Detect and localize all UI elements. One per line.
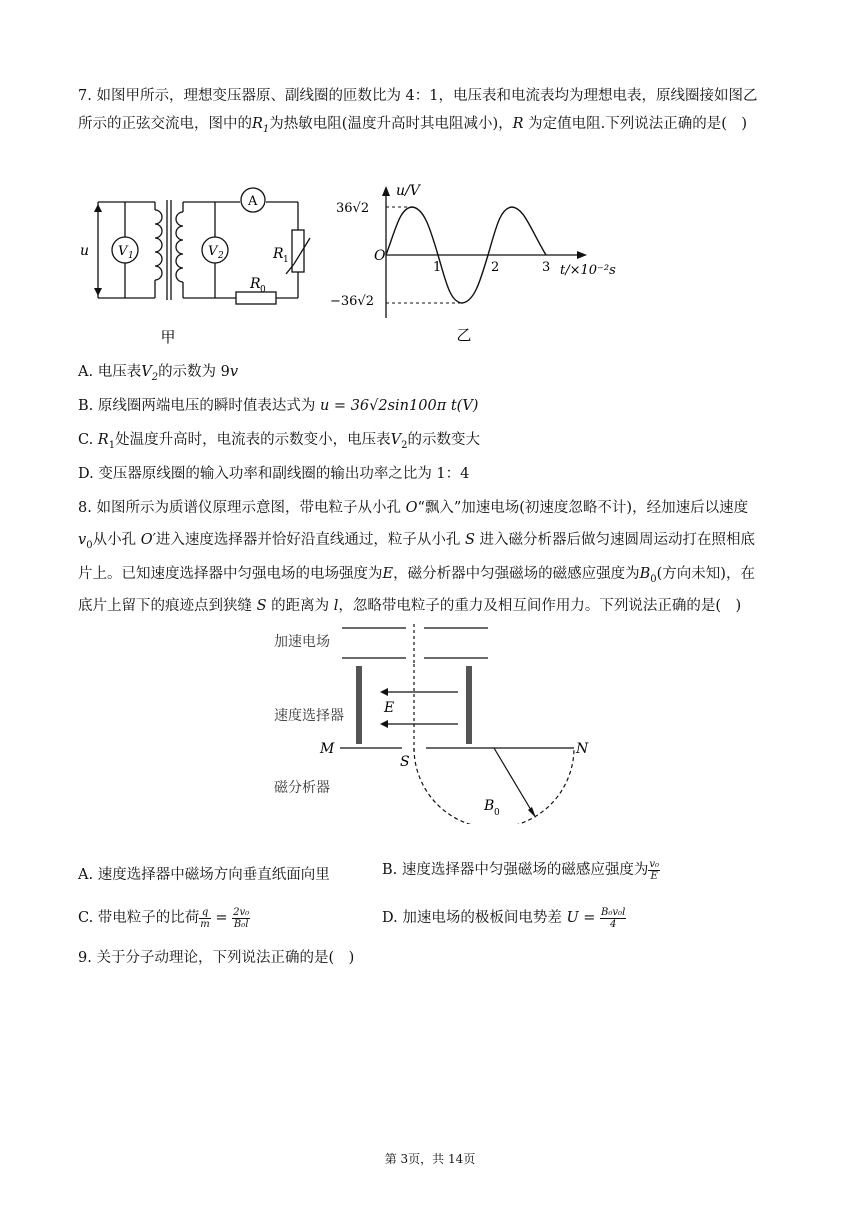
q7-stem-line2: 所示的正弦交流电，图中的$R_1$为热敏电阻(温度升高时其电阻减小)，R 为定值电阻.下列说法正确的是( ) — [78, 116, 748, 135]
e-field-label: E — [384, 700, 395, 716]
v2-label: V — [208, 244, 218, 259]
u-label: u — [80, 243, 89, 259]
q7-option-d: D. 变压器原线圈的输入功率和副线圈的输出功率之比为 1：4 — [78, 466, 470, 482]
ammeter-label: A — [248, 194, 258, 209]
sine-wave-graph — [330, 178, 650, 348]
m-label: M — [320, 741, 335, 757]
mass-spectrometer-figure — [262, 624, 602, 824]
b0-sub: 0 — [494, 808, 500, 818]
q7-option-b: B. 原线圈两端电压的瞬时值表达式为 u = 36√2sin100π t(V) — [78, 398, 479, 414]
accel-field-label: 加速电场 — [274, 634, 330, 650]
v1-label: V — [118, 244, 128, 259]
v1-sub: 1 — [128, 251, 134, 261]
selector-label: 速度选择器 — [274, 708, 344, 724]
q8-stem-line4: 底片上留下的痕迹点到狭缝 S 的距离为 l，忽略带电粒子的重力及相互间作用力。下列说法正确的是( ) — [78, 598, 742, 614]
r0-label: R — [250, 276, 261, 292]
r1-label: R — [273, 246, 284, 262]
q8-option-a: A. 速度选择器中磁场方向垂直纸面向里 — [78, 867, 330, 883]
ymin-label: −36√2 — [330, 294, 374, 309]
u-axis-label: u/V — [396, 183, 420, 199]
tick-3: 3 — [542, 260, 551, 275]
v2-sub: 2 — [218, 251, 224, 261]
q8-stem-line2: $v_0$从小孔 O′进入速度选择器并恰好沿直线通过，粒子从小孔 S 进入磁分析器后做匀速圆周运动打在照相底 — [78, 532, 756, 551]
origin-label: O — [374, 248, 386, 264]
t-axis-label: t/×10⁻²s — [560, 263, 616, 278]
q8-stem-line3: 片上。已知速度选择器中匀强电场的电场强度为E，磁分析器中匀强磁场的磁感应强度为$B_0$(方向未知)，在 — [78, 566, 755, 585]
q7-option-a: A. 电压表$V_2$的示数为 9v — [78, 364, 239, 383]
b0-label: B — [484, 798, 495, 814]
q9-stem: 9. 关于分子动理论，下列说法正确的是( ) — [78, 950, 355, 966]
transformer-circuit-figure — [80, 182, 320, 352]
n-label: N — [576, 741, 589, 757]
figure-yi-caption: 乙 — [456, 326, 472, 344]
page-footer: 第 3页，共 14页 — [384, 1152, 476, 1166]
q7-stem-line1: 7. 如图甲所示，理想变压器原、副线圈的匝数比为 4：1，电压表和电流表均为理想电表，原线圈接如图乙 — [78, 88, 758, 104]
tick-1: 1 — [433, 260, 442, 275]
s-label: S — [400, 754, 410, 770]
figure-jia-caption: 甲 — [160, 328, 176, 346]
analyzer-label: 磁分析器 — [274, 780, 330, 796]
q8-option-d: D. 加速电场的极板间电势差 U = $\frac{\text{B₀v₀l}}{4}$ — [382, 906, 626, 930]
r1-sub: 1 — [283, 255, 289, 265]
q8-option-b: B. 速度选择器中匀强磁场的磁感应强度为 $\frac{\text{v₀}}{E}$ — [382, 858, 660, 882]
tick-2: 2 — [491, 260, 500, 275]
r0-sub: 0 — [260, 285, 266, 295]
q8-option-c: C. 带电粒子的比荷 $\frac{q}{m}$ = $\frac{\text{2v₀}}{\text{B₀l}}$ — [78, 906, 250, 930]
ymax-label: 36√2 — [336, 201, 370, 216]
q7-option-c: C. $R_1$处温度升高时，电流表的示数变小，电压表$V_2$的示数变大 — [78, 432, 480, 451]
q8-stem-line1: 8. 如图所示为质谱仪原理示意图，带电粒子从小孔 O“飘入”加速电场(初速度忽略不计)，经加速后以速度 — [78, 500, 749, 516]
